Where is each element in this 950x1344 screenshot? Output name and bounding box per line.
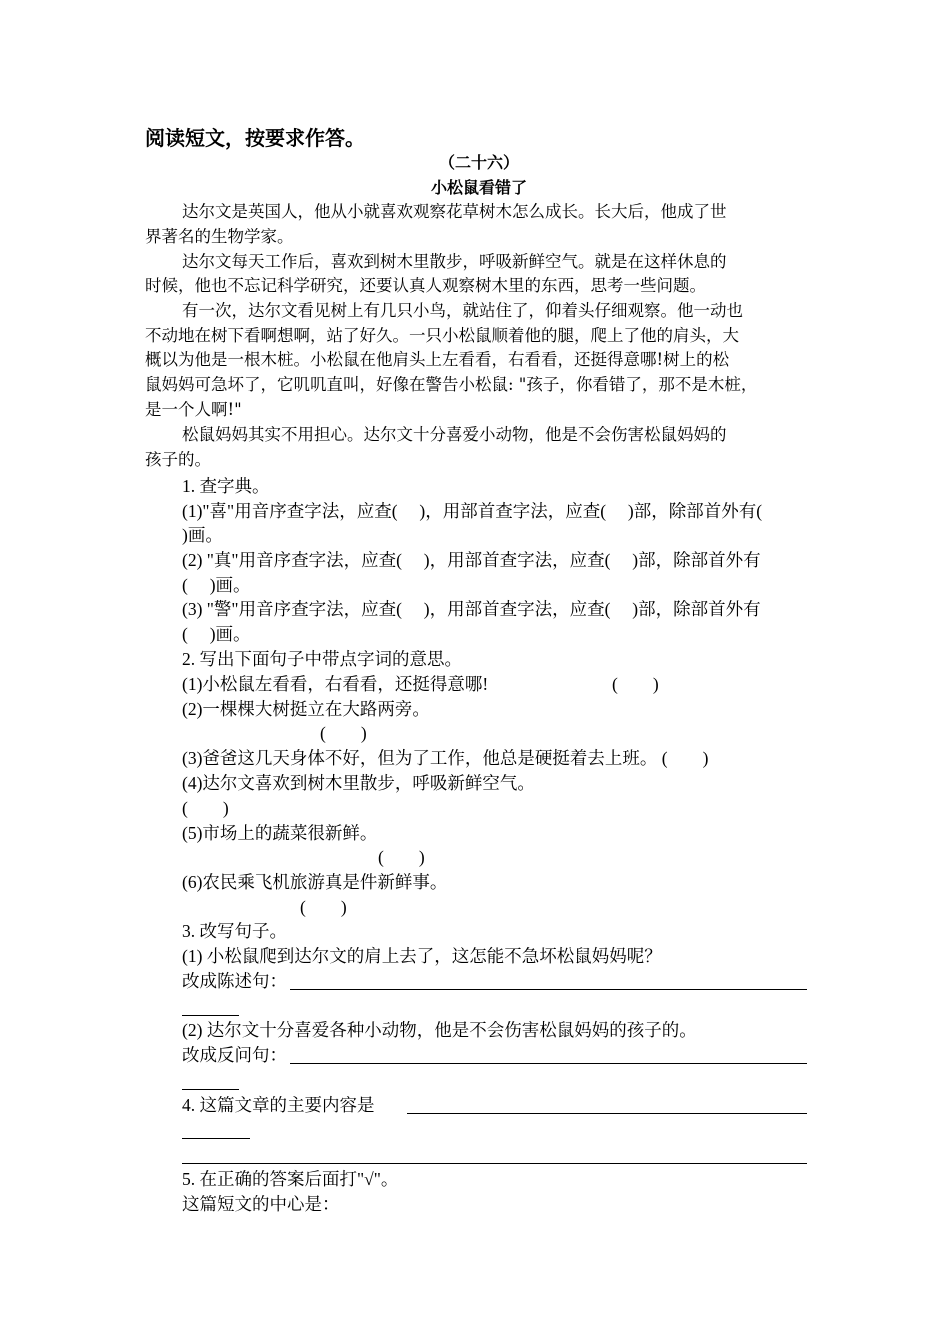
question-heading: 1. 查字典。 [182, 476, 270, 496]
answer-line[interactable] [290, 989, 807, 990]
rewrite-label: 改成陈述句： [182, 971, 287, 991]
question-heading: 3. 改写句子。 [182, 921, 287, 941]
passage-line: 是一个人啊!" [145, 400, 242, 419]
question-heading: 2. 写出下面句子中带点字词的意思。 [182, 649, 462, 669]
section-heading: 阅读短文，按要求作答。 [145, 126, 365, 150]
passage-title: 小松鼠看错了 [430, 178, 527, 197]
rewrite-label: 改成反问句： [182, 1045, 287, 1065]
answer-blank[interactable]: ( ) [182, 798, 229, 818]
answer-line[interactable] [407, 1113, 807, 1114]
answer-line[interactable] [182, 1089, 239, 1090]
answer-line[interactable] [290, 1063, 807, 1064]
passage-line: 有一次，达尔文看见树上有几只小鸟，就站住了，仰着头仔细观察。他一动也 [182, 301, 743, 320]
answer-line[interactable] [182, 1138, 250, 1139]
passage-line: 达尔文是英国人，他从小就喜欢观察花草树木怎么成长。长大后，他成了世 [182, 202, 727, 221]
answer-blank[interactable]: ( ) [612, 674, 659, 694]
question-line: 这篇短文的中心是： [182, 1194, 340, 1214]
passage-number: （二十六） [438, 153, 519, 172]
passage-line: 时候，他也不忘记科学研究，还要认真人观察树木里的东西，思考一些问题。 [145, 276, 706, 295]
question-line: (2)一棵棵大树挺立在大路两旁。 [182, 699, 430, 719]
answer-line[interactable] [182, 1015, 239, 1016]
question-line: (1)"喜"用音序查字法，应查( )，用部首查字法，应查( )部，除部首外有( [182, 501, 763, 521]
passage-line: 松鼠妈妈其实不用担心。达尔文十分喜爱小动物，他是不会伤害松鼠妈妈的 [182, 425, 727, 444]
question-line: (3) "警"用音序查字法，应查( )，用部首查字法，应查( )部，除部首外有 [182, 599, 761, 619]
passage-line: 达尔文每天工作后，喜欢到树木里散步，呼吸新鲜空气。就是在这样休息的 [182, 252, 727, 271]
passage-line: 不动地在树下看啊想啊，站了好久。一只小松鼠顺着他的腿，爬上了他的肩头，大 [145, 326, 739, 345]
answer-blank[interactable]: ( ) [300, 897, 347, 917]
question-line: (6)农民乘飞机旅游真是件新鲜事。 [182, 872, 448, 892]
question-line: (1) 小松鼠爬到达尔文的肩上去了，这怎能不急坏松鼠妈妈呢？ [182, 946, 662, 966]
question-line: (3)爸爸这几天身体不好，但为了工作，他总是硬挺着去上班。 ( ) [182, 748, 709, 768]
question-line: ( )画。 [182, 575, 251, 595]
question-line: )画。 [182, 525, 223, 545]
passage-line: 界著名的生物学家。 [145, 227, 294, 246]
passage-line: 概以为他是一根木桩。小松鼠在他肩头上左看看，右看看，还挺得意哪!树上的松 [145, 350, 730, 369]
answer-line[interactable] [182, 1163, 807, 1164]
question-line: (4)达尔文喜欢到树木里散步，呼吸新鲜空气。 [182, 773, 535, 793]
question-line: (1)小松鼠左看看，右看看，还挺得意哪! [182, 674, 489, 694]
answer-blank[interactable]: ( ) [378, 847, 425, 867]
passage-line: 孩子的。 [145, 450, 211, 469]
passage-line: 鼠妈妈可急坏了，它叽叽直叫，好像在警告小松鼠: "孩子，你看错了，那不是木桩， [145, 375, 758, 394]
question-heading: 4. 这篇文章的主要内容是 [182, 1095, 375, 1115]
question-line: ( )画。 [182, 624, 251, 644]
question-line: (5)市场上的蔬菜很新鲜。 [182, 823, 378, 843]
question-line: (2) 达尔文十分喜爱各种小动物，他是不会伤害松鼠妈妈的孩子的。 [182, 1020, 697, 1040]
answer-blank[interactable]: ( ) [320, 723, 367, 743]
question-heading: 5. 在正确的答案后面打"√"。 [182, 1169, 399, 1189]
question-line: (2) "真"用音序查字法，应查( )，用部首查字法，应查( )部，除部首外有 [182, 550, 761, 570]
